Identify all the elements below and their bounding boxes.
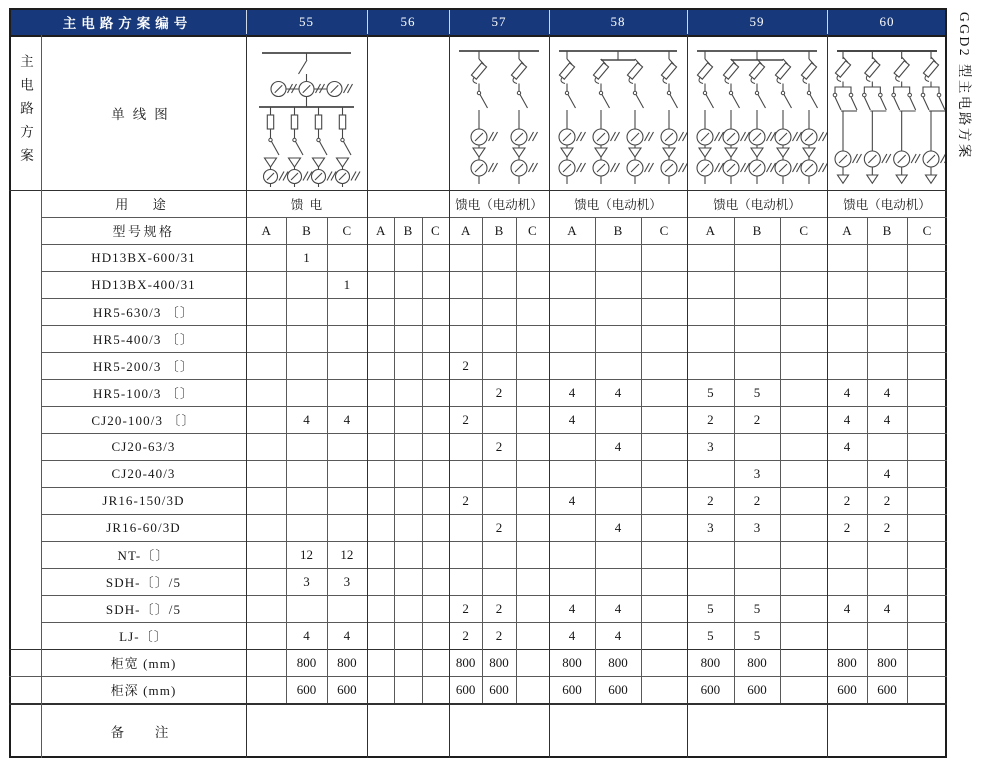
usage-value: 馈电（电动机） <box>843 197 931 212</box>
grid-line <box>780 217 781 703</box>
qty-cell: 2 <box>462 492 469 508</box>
qty-cell: 800 <box>296 654 317 670</box>
qty-cell: 4 <box>303 411 310 427</box>
spec-row-label: JR16-150/3D <box>102 492 185 508</box>
qty-cell: 800 <box>608 654 628 670</box>
grid-line <box>9 8 947 10</box>
qty-cell: 4 <box>843 411 851 427</box>
qty-cell: 12 <box>340 546 354 562</box>
qty-cell: 600 <box>608 681 628 697</box>
grid-line <box>9 756 947 758</box>
qty-cell: 4 <box>343 411 351 427</box>
grid-line <box>549 9 550 34</box>
qty-cell: 2 <box>495 519 503 535</box>
qty-cell: 4 <box>883 384 891 400</box>
grid-line <box>9 8 11 758</box>
spec-row-label: 柜宽 (mm) <box>110 656 177 671</box>
subcol-header: C <box>342 222 352 238</box>
grid-line <box>9 703 947 705</box>
spec-row-label: HR5-400/3 〔〕 <box>93 332 194 347</box>
grid-line <box>41 325 947 326</box>
qty-cell: 800 <box>747 654 767 670</box>
grid-line <box>367 9 368 34</box>
spec-row-label: CJ20-40/3 <box>111 465 176 481</box>
qty-cell: 5 <box>753 627 761 643</box>
qty-cell: 600 <box>489 681 509 697</box>
subcol-header: C <box>527 222 537 238</box>
qty-cell: 2 <box>753 492 761 508</box>
qty-cell: 600 <box>337 681 357 697</box>
qty-cell: 5 <box>753 384 761 400</box>
grid-line <box>516 217 517 703</box>
subcol-header: B <box>752 222 762 238</box>
usage-value: 馈电（电动机） <box>713 197 801 212</box>
grid-line <box>907 217 908 703</box>
qty-cell: 5 <box>707 627 714 643</box>
qty-cell: 4 <box>843 600 851 616</box>
spec-row-label: HD13BX-400/31 <box>91 276 196 292</box>
qty-cell: 800 <box>337 654 357 670</box>
scheme-number-58: 58 <box>610 13 626 29</box>
spec-row-label: HD13BX-600/31 <box>91 249 196 265</box>
qty-cell: 2 <box>462 411 469 427</box>
qty-cell: 4 <box>614 438 622 454</box>
single-line-diagram-60 <box>827 37 947 188</box>
qty-cell: 4 <box>843 384 851 400</box>
subcol-header: A <box>705 222 716 238</box>
grid-line <box>41 460 947 461</box>
subcol-header: C <box>659 222 669 238</box>
grid-line <box>687 9 688 34</box>
qty-cell: 600 <box>877 681 897 697</box>
side-title: GGD2 型主电路方案 <box>957 12 972 160</box>
scheme-number-60: 60 <box>879 13 895 29</box>
grid-line <box>41 622 947 623</box>
grid-line <box>367 35 368 758</box>
grid-line <box>9 649 947 650</box>
scheme-number-59: 59 <box>749 13 765 29</box>
grid-line <box>449 9 450 34</box>
grid-line <box>41 595 947 596</box>
qty-cell: 600 <box>455 681 476 697</box>
qty-cell: 4 <box>303 627 310 643</box>
qty-cell: 600 <box>747 681 767 697</box>
grid-line <box>41 352 947 353</box>
spec-row-label: SDH-〔〕/5 <box>105 575 182 590</box>
subcol-header: C <box>922 222 932 238</box>
qty-cell: 3 <box>707 519 714 535</box>
spec-row-label: HR5-100/3 〔〕 <box>93 386 194 401</box>
grid-line <box>827 9 828 34</box>
spec-row-label: 柜深 (mm) <box>110 683 177 698</box>
qty-cell: 5 <box>707 600 714 616</box>
single-line-diagram-58 <box>549 37 687 188</box>
grid-line <box>549 35 550 758</box>
qty-cell: 1 <box>303 249 310 265</box>
qty-cell: 800 <box>562 654 582 670</box>
scheme-table <box>9 8 947 758</box>
qty-cell: 2 <box>495 600 503 616</box>
scheme-number-56: 56 <box>400 13 416 29</box>
subcol-header: B <box>613 222 623 238</box>
qty-cell: 4 <box>614 519 622 535</box>
qty-cell: 2 <box>883 519 891 535</box>
spec-row-label: CJ20-63/3 <box>111 438 176 454</box>
spec-row-label: LJ-〔〕 <box>119 629 168 644</box>
scheme-number-55: 55 <box>299 13 314 29</box>
grid-line <box>41 514 947 515</box>
qty-cell: 12 <box>299 546 313 562</box>
qty-cell: 2 <box>843 519 851 535</box>
qty-cell: 2 <box>883 492 891 508</box>
spec-label: 型号规格 <box>112 224 175 239</box>
spec-row-label: JR16-60/3D <box>106 519 181 535</box>
qty-cell: 1 <box>343 276 351 292</box>
qty-cell: 600 <box>837 681 857 697</box>
qty-cell: 4 <box>568 384 576 400</box>
spec-row-label: CJ20-100/3 〔〕 <box>91 413 196 428</box>
scheme-number-57: 57 <box>491 13 507 29</box>
grid-line <box>41 433 947 434</box>
qty-cell: 600 <box>700 681 721 697</box>
qty-cell: 4 <box>883 600 891 616</box>
grid-line <box>394 217 395 703</box>
qty-cell: 4 <box>614 600 622 616</box>
qty-cell: 2 <box>753 411 761 427</box>
grid-line <box>41 271 947 272</box>
qty-cell: 800 <box>700 654 721 670</box>
single-line-diagram-59 <box>687 37 827 188</box>
grid-line <box>41 379 947 380</box>
qty-cell: 4 <box>614 384 622 400</box>
usage-value: 馈 电 <box>290 197 323 212</box>
spec-row-label: HR5-200/3 〔〕 <box>93 359 194 374</box>
subcol-header: A <box>261 222 271 238</box>
qty-cell: 4 <box>568 600 576 616</box>
grid-line <box>9 676 947 677</box>
qty-cell: 4 <box>568 411 576 427</box>
grid-line <box>41 298 947 299</box>
grid-line <box>482 217 483 703</box>
grid-line <box>246 9 247 34</box>
qty-cell: 800 <box>455 654 476 670</box>
qty-cell: 3 <box>343 573 351 589</box>
qty-cell: 2 <box>495 384 503 400</box>
subcol-header: A <box>842 222 852 238</box>
qty-cell: 600 <box>562 681 582 697</box>
qty-cell: 800 <box>877 654 897 670</box>
single-line-diagram-57 <box>449 37 549 188</box>
qty-cell: 2 <box>495 627 503 643</box>
grid-line <box>41 244 947 245</box>
grid-line <box>867 217 868 703</box>
qty-cell: 2 <box>707 492 714 508</box>
qty-cell: 2 <box>462 600 469 616</box>
subcol-header: B <box>494 222 504 238</box>
qty-cell: 4 <box>343 627 351 643</box>
usage-value <box>367 190 449 217</box>
spec-row-label: HR5-630/3 〔〕 <box>93 305 194 320</box>
single-line-diagram-55 <box>246 37 367 188</box>
grid-line <box>687 35 688 758</box>
qty-cell: 800 <box>489 654 509 670</box>
usage-value: 馈电（电动机） <box>574 197 662 212</box>
grid-line <box>9 190 947 191</box>
qty-cell: 600 <box>296 681 317 697</box>
grid-line <box>827 35 828 758</box>
subcol-header: B <box>403 222 413 238</box>
subcol-header: A <box>567 222 577 238</box>
qty-cell: 2 <box>462 627 469 643</box>
qty-cell: 4 <box>883 465 891 481</box>
qty-cell: 2 <box>843 492 851 508</box>
qty-cell: 800 <box>837 654 857 670</box>
grid-line <box>449 35 450 758</box>
grid-line <box>641 217 642 703</box>
qty-cell: 4 <box>883 411 891 427</box>
qty-cell: 4 <box>614 627 622 643</box>
qty-cell: 4 <box>568 627 576 643</box>
grid-line <box>246 35 247 758</box>
qty-cell: 2 <box>495 438 503 454</box>
left-vertical-label: 主电路方案 <box>18 53 33 172</box>
subcol-header: B <box>302 222 311 238</box>
qty-cell: 3 <box>707 438 714 454</box>
grid-line <box>327 217 328 703</box>
usage-label: 用 途 <box>115 197 172 212</box>
qty-cell: 3 <box>753 465 761 481</box>
grid-line <box>595 217 596 703</box>
grid-line <box>422 217 423 703</box>
grid-line <box>9 35 947 37</box>
spec-row-label: SDH-〔〕/5 <box>105 602 182 617</box>
diagram-label: 单线图 <box>111 106 176 122</box>
grid-line <box>286 217 287 703</box>
subcol-header: B <box>882 222 892 238</box>
subcol-header: A <box>375 222 386 238</box>
spec-row-label: NT-〔〕 <box>117 548 170 563</box>
grid-line <box>945 8 947 758</box>
header-label: 主电路方案编号 <box>62 15 193 31</box>
grid-line <box>41 217 947 218</box>
subcol-header: C <box>430 222 440 238</box>
remark-label: 备 注 <box>110 724 177 740</box>
usage-value: 馈电（电动机） <box>455 197 543 212</box>
qty-cell: 5 <box>753 600 761 616</box>
qty-cell: 3 <box>303 573 310 589</box>
grid-line <box>41 541 947 542</box>
grid-line <box>41 487 947 488</box>
qty-cell: 4 <box>843 438 851 454</box>
qty-cell: 3 <box>753 519 761 535</box>
grid-line <box>41 406 947 407</box>
qty-cell: 2 <box>707 411 714 427</box>
qty-cell: 2 <box>462 357 469 373</box>
subcol-header: A <box>460 222 471 238</box>
grid-line <box>734 217 735 703</box>
subcol-header: C <box>799 222 808 238</box>
qty-cell: 5 <box>707 384 714 400</box>
qty-cell: 4 <box>568 492 576 508</box>
grid-line <box>41 35 42 758</box>
grid-line <box>41 568 947 569</box>
